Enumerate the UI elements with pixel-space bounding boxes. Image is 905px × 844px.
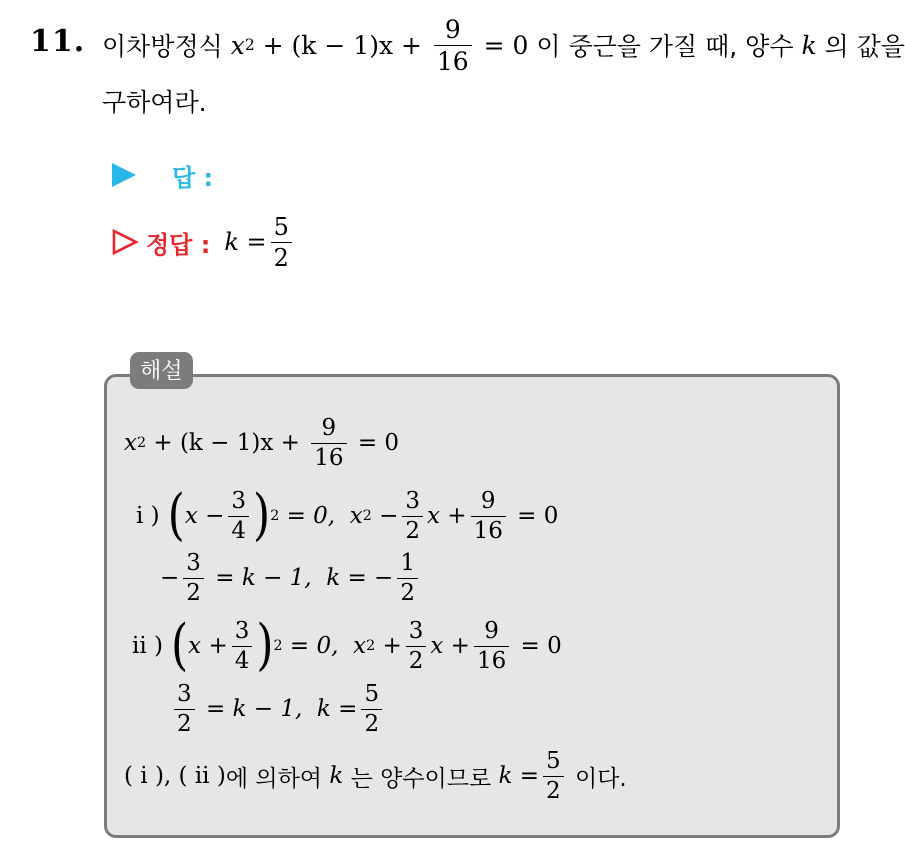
question-line-2: 구하여라. [102,88,207,117]
sol4-frac-2 [406,617,427,674]
correct-answer-label: 정답 : [146,230,211,259]
answer-fraction [271,212,292,272]
sol3-mid: = k − 1, k = − [207,565,394,591]
sol2-den: 4 [228,516,249,543]
sol6-cases: ( i ), ( ii ) [124,763,226,789]
question-text-after: 이 중근을 가질 때, 양수 [528,32,802,61]
eq-end: = 0 [475,30,529,60]
sol5-mid: = k − 1, k = [198,696,358,722]
sol2-frac-1 [228,487,249,544]
sol2-frac-2 [402,487,423,544]
correct-answer-row [112,212,296,272]
solution-tag: 해설 [130,352,193,389]
sol3-den: 2 [183,578,204,605]
question-text-after2: 의 값을 [816,32,905,61]
sol4-den3: 16 [474,646,509,673]
question-number: 11. [30,24,86,59]
answer-label: 답 : [172,163,214,192]
sol2-x: x − [184,503,225,529]
solution-line-2: i ) ( x − $\frac{3}{4}$ ) 2 = 0, x 2 − $\frac{3}{2}$ x + $\frac{9}{16}$ = 0 [136,483,559,548]
sol5-num: 3 [177,680,192,707]
question-var-k: k [801,30,817,60]
sol6-text-1: 에 의하여 [225,765,330,792]
sol6-k: k [329,763,344,789]
sol6-num: 5 [546,747,561,774]
question-line-1: 이차방정식 x 2 + (k − 1)x + $\frac{9}{16}$ = 0 이 중근을 가질 때, 양수 k 의 값을 [102,14,905,76]
sol5-frac-2 [361,680,382,737]
sol2-den2: 2 [402,516,423,543]
question-intro: 이차방정식 [102,32,223,61]
sol6-den: 2 [543,776,564,803]
outline-triangle-icon [112,229,138,255]
sol3-den2: 2 [397,578,418,605]
sol6-text-3: 이다. [567,765,627,792]
eq-fraction [434,14,472,76]
sol4-frac-3 [474,617,509,674]
case-ii-label: ii ) [132,633,163,659]
eq-x: x [230,30,245,60]
sol6-text-2: 는 양수이므로 [343,765,499,792]
right-paren-2: ) [256,613,274,678]
sol5-den: 2 [174,709,195,736]
sol2-den3: 16 [471,516,506,543]
sol4-mid: = 0, x [282,633,367,659]
eq-frac-den: 16 [434,45,472,74]
sol2-num2: 3 [405,487,421,514]
solution-line-3 [160,550,422,606]
solution-line-4: ii ) ( x + $\frac{3}{4}$ ) 2 = 0, x 2 + $\frac{3}{2}$ x + $\frac{9}{16}$ = 0 [132,613,562,678]
case-i-label: i ) [136,503,160,529]
sol3-frac-1 [183,549,204,606]
sol5-frac-1 [174,680,195,737]
left-paren-2: ( [171,613,189,678]
sol1-den: 16 [311,443,346,470]
sol2-num: 3 [231,487,247,514]
sol4-num2: 3 [408,617,424,644]
eq-frac-num: 9 [444,14,461,44]
answer-num: 5 [273,212,289,241]
sol2-minus: − [371,503,399,529]
solution-line-6 [124,746,627,806]
sol2-end: = 0 [509,503,559,529]
sol1-num: 9 [321,414,337,441]
sol5-num2: 5 [364,680,380,707]
sol4-end: = 0 [513,633,562,659]
sol1-fraction [311,414,346,471]
sol6-fraction [543,747,564,804]
sol4-num3: 9 [484,617,499,644]
solution-line-1: x 2 + (k − 1)x + $\frac{9}{16}$ = 0 [124,414,400,471]
sol1-mid: + (k − 1)x + [146,430,308,456]
answer-den: 2 [271,242,292,270]
sol4-x2: x + [430,633,470,659]
left-paren: ( [167,483,185,548]
answer-k-eq: k = [224,228,267,256]
sol2-frac-3 [471,487,506,544]
answer-input-row [112,158,213,192]
sol2-num3: 9 [480,487,496,514]
sol4-num: 3 [234,617,250,644]
sol1-end: = 0 [350,430,400,456]
sol4-frac-1 [232,617,253,674]
sol4-plus: + [375,633,402,659]
sol4-den2: 2 [406,646,427,673]
sol3-num: 3 [186,549,201,576]
filled-triangle-icon [112,163,136,187]
sol3-minus: − [160,565,180,591]
sol6-k-eq: k = [498,763,540,789]
sol4-x: x + [188,633,228,659]
right-paren: ) [253,483,271,548]
sol2-x2: x + [427,503,467,529]
sol2-mid: = 0, x [279,503,363,529]
sol5-den2: 2 [361,709,382,736]
sol3-num2: 1 [400,549,415,576]
sol1-x: x [124,430,137,456]
eq-mid: + (k − 1)x + [254,30,430,60]
sol4-den: 4 [232,646,253,673]
sol3-frac-2 [397,549,418,606]
solution-line-5 [170,680,386,738]
